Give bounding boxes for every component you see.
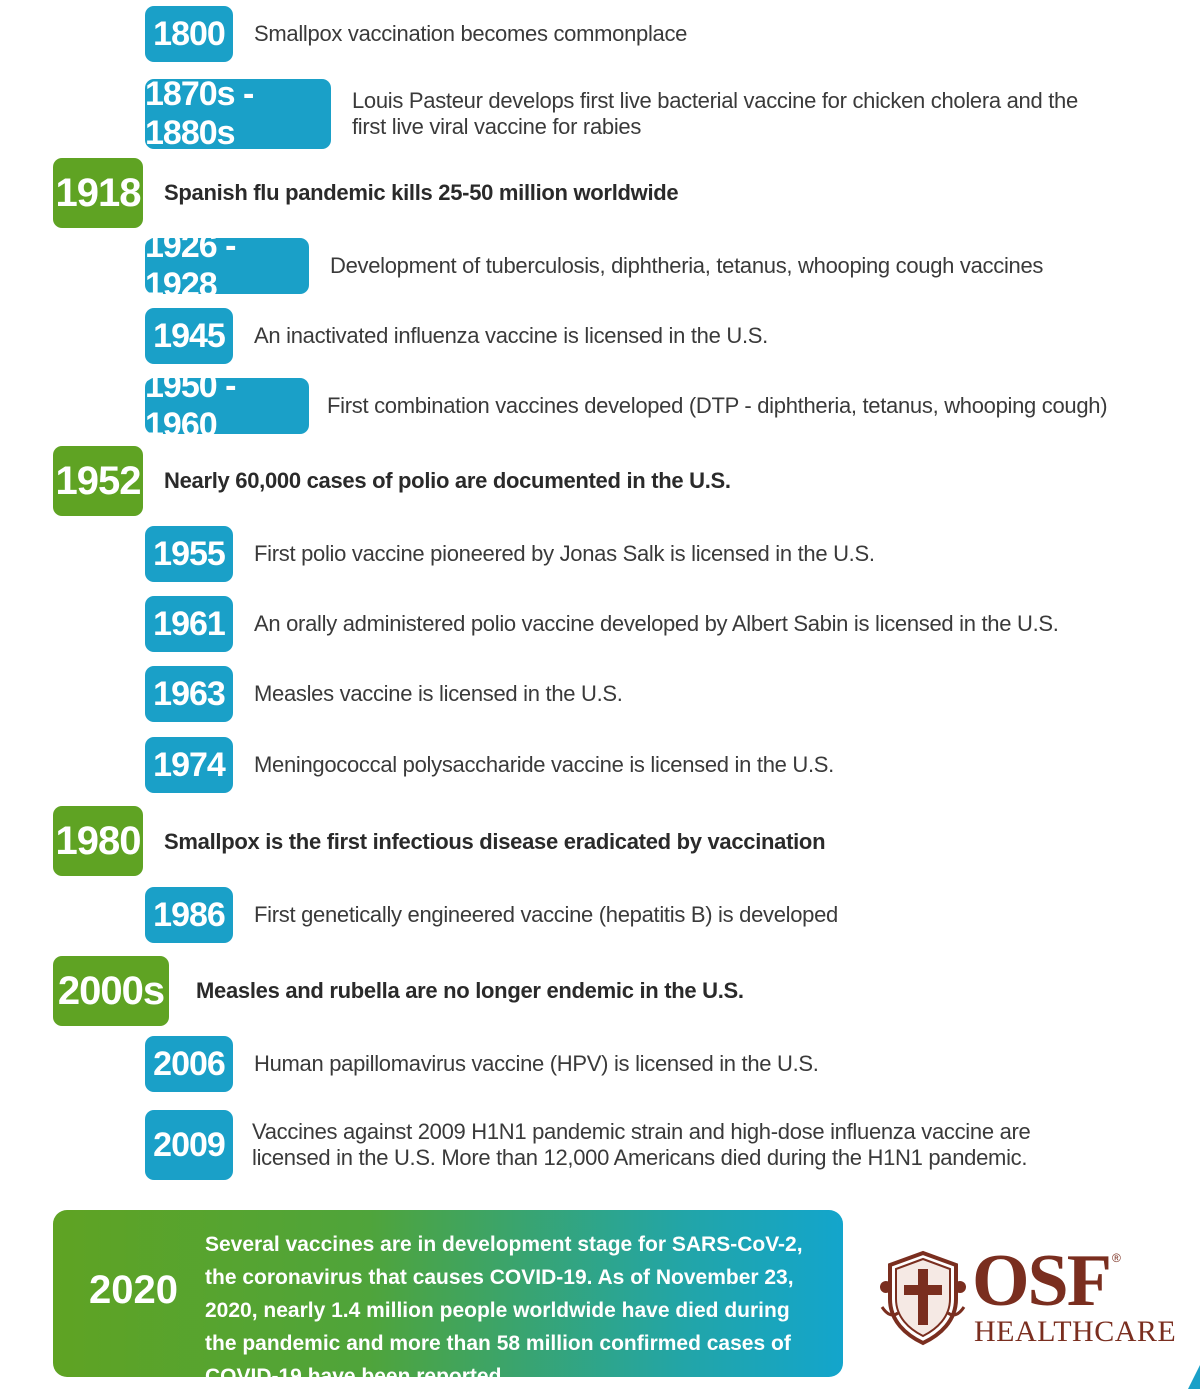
entry-text: Smallpox is the first infectious disease eradicated by vaccination [164, 829, 826, 854]
year-badge: 1800 [145, 6, 233, 62]
final-year: 2020 [89, 1268, 178, 1312]
logo-subtitle: HEALTHCARE [974, 1315, 1177, 1348]
year-badge: 1918 [53, 158, 143, 228]
entry-text: Louis Pasteur develops first live bacterial vaccine for chicken cholera and the first live viral vaccine for rabies [352, 88, 1078, 139]
entry-text: First polio vaccine pioneered by Jonas Salk is licensed in the U.S. [254, 541, 875, 566]
entry-text: Human papillomavirus vaccine (HPV) is licensed in the U.S. [254, 1051, 819, 1076]
year-badge: 1974 [145, 737, 233, 793]
year-badge: 1955 [145, 526, 233, 582]
corner-decoration [1188, 1365, 1200, 1389]
year-badge: 1980 [53, 806, 143, 876]
entry-text: First genetically engineered vaccine (hepatitis B) is developed [254, 902, 838, 927]
year-badge: 1986 [145, 887, 233, 943]
osf-healthcare-logo [878, 1240, 1177, 1355]
entry-text: Smallpox vaccination becomes commonplace [254, 20, 688, 46]
logo-name: OSF [972, 1240, 1110, 1322]
entry-text: An orally administered polio vaccine developed by Albert Sabin is licensed in the U.S. [254, 611, 1059, 636]
year-badge: 1950 - 1960 [145, 378, 309, 434]
year-badge: 1870s - 1880s [145, 79, 331, 149]
entry-text: Vaccines against 2009 H1N1 pandemic strain and high-dose influenza vaccine are licensed in the U.S. More than 12,000 Americans died during the H1N1 pandemic. [252, 1119, 1031, 1170]
entry-text: Development of tuberculosis, diphtheria, tetanus, whooping cough vaccines [330, 253, 1044, 278]
entry-text: Meningococcal polysaccharide vaccine is licensed in the U.S. [254, 752, 834, 777]
year-badge: 1963 [145, 666, 233, 722]
year-badge: 1952 [53, 446, 143, 516]
osf-crest-icon [878, 1247, 968, 1347]
entry-text: An inactivated influenza vaccine is licensed in the U.S. [254, 323, 768, 348]
entry-text: Nearly 60,000 cases of polio are documented in the U.S. [164, 468, 731, 493]
year-badge: 1945 [145, 308, 233, 364]
year-badge: 2006 [145, 1036, 233, 1092]
logo-registered-mark: ® [1112, 1251, 1121, 1265]
entry-text: Spanish flu pandemic kills 25-50 million worldwide [164, 180, 679, 205]
entry-text: Measles and rubella are no longer endemic in the U.S. [196, 978, 744, 1003]
entry-text: First combination vaccines developed (DTP - diphtheria, tetanus, whooping cough) [327, 393, 1108, 418]
year-badge: 2009 [145, 1110, 233, 1180]
entry-text: Measles vaccine is licensed in the U.S. [254, 681, 623, 706]
year-badge: 1961 [145, 596, 233, 652]
year-badge: 2000s [53, 956, 169, 1026]
final-text: Several vaccines are in development stage for SARS-CoV-2, the coronavirus that causes COVID-19. As of November 23, 2020, nearly 1.4 million people worldwide have died during the pandemic and more than 58 million confirmed cases of COVID-19 have been reported. [205, 1233, 803, 1388]
year-badge: 1926 - 1928 [145, 238, 309, 294]
covid-2020-callout [53, 1210, 843, 1388]
